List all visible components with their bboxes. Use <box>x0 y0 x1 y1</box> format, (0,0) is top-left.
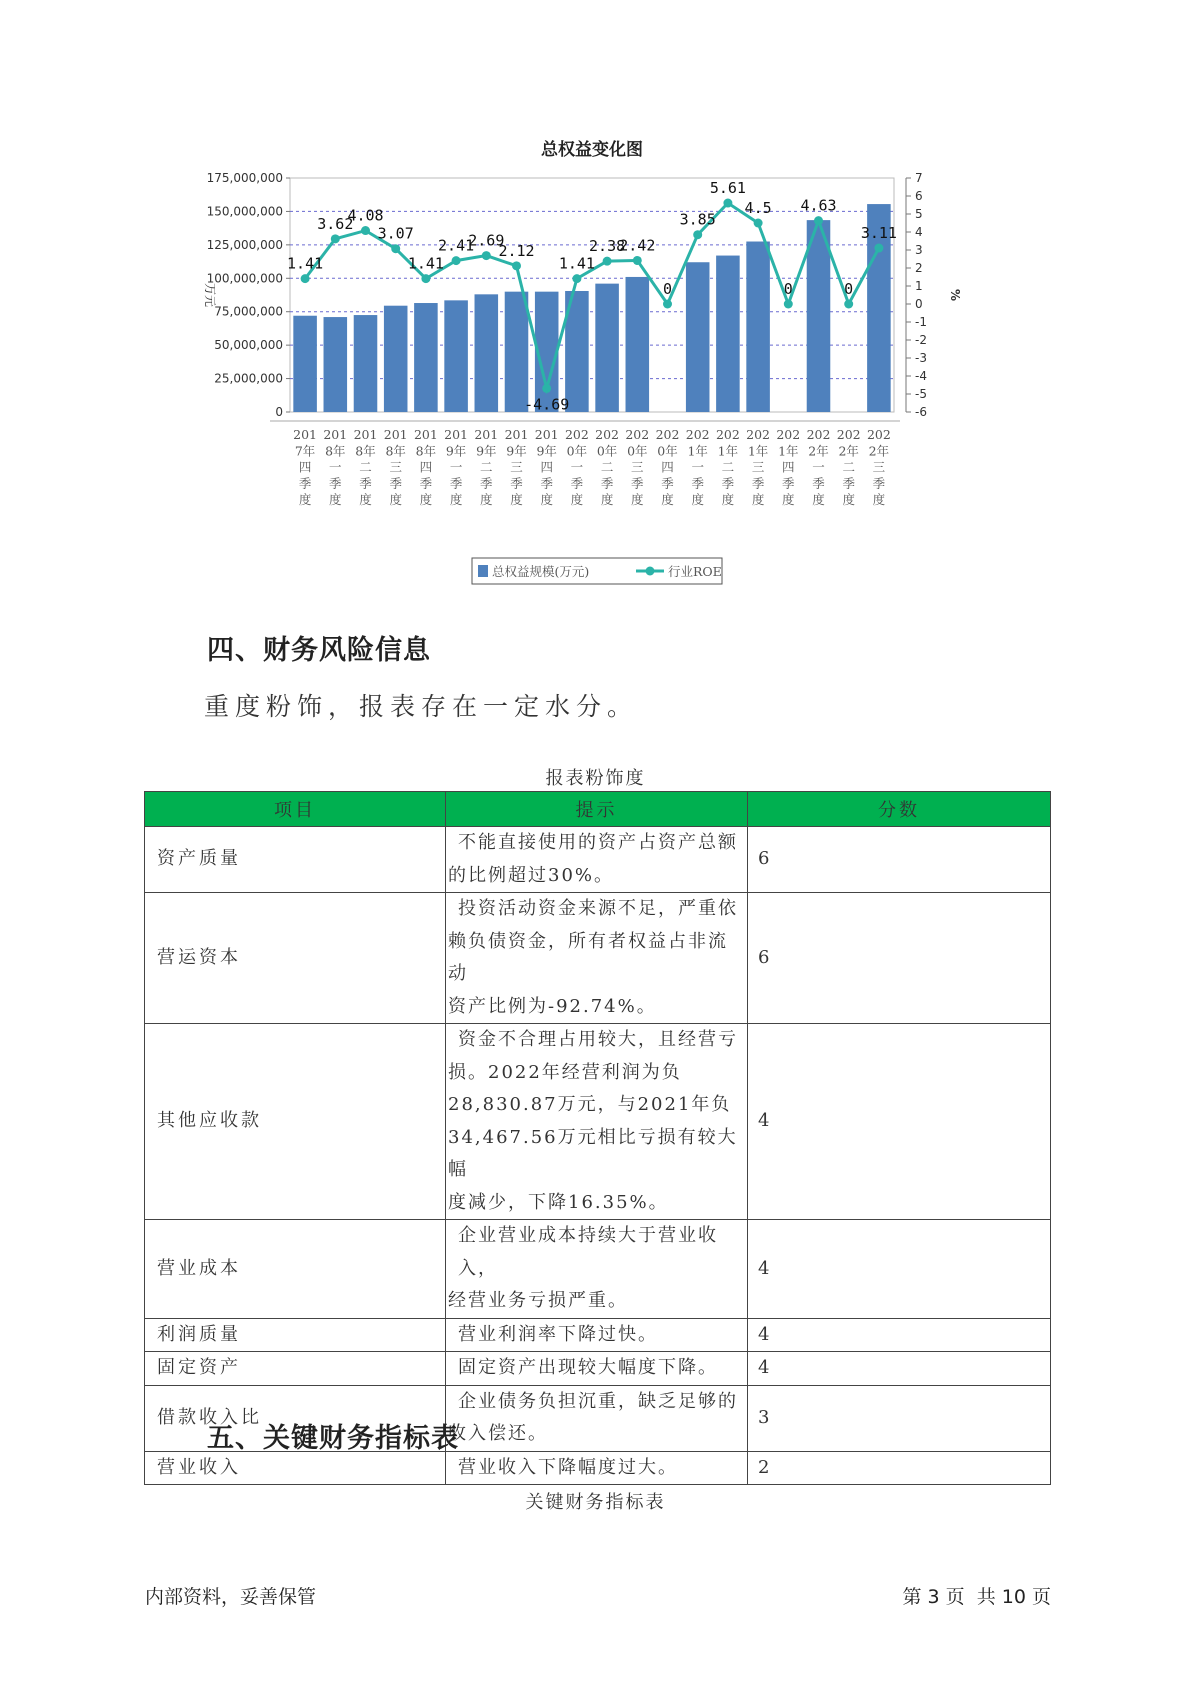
x-tick-label: 201 <box>323 427 348 442</box>
roe-data-label: 1.41 <box>407 254 444 273</box>
roe-point <box>391 244 400 253</box>
x-tick-label: 202 <box>776 427 801 442</box>
roe-point <box>874 244 883 253</box>
row-score: 4 <box>748 1220 1051 1319</box>
row-hint-line: 的比例超过30%。 <box>448 864 615 886</box>
x-tick-label: 四 <box>298 459 312 475</box>
x-tick-label: 9年 <box>536 443 557 459</box>
x-tick-label: 202 <box>715 427 740 442</box>
y-tick-label: 50,000,000 <box>214 338 283 353</box>
roe-point <box>633 256 642 265</box>
x-tick-label: 季 <box>812 475 825 491</box>
x-tick-label: 201 <box>444 427 469 442</box>
x-tick-label: 2年 <box>808 443 829 459</box>
y-tick-label: 0 <box>275 405 283 419</box>
x-tick-label: 三 <box>872 459 886 475</box>
x-tick-label: 度 <box>721 492 735 508</box>
roe-data-label: -4.69 <box>524 395 570 414</box>
x-tick-label: 度 <box>389 492 402 508</box>
x-tick-label: 1年 <box>717 443 739 459</box>
roe-point <box>572 274 581 283</box>
x-tick-label: 季 <box>480 475 493 491</box>
bar <box>746 242 770 412</box>
legend-line-label: 行业ROE <box>668 564 722 579</box>
x-tick-label: 季 <box>449 475 463 491</box>
chart-legend <box>472 558 722 584</box>
row-score: 3 <box>748 1385 1051 1451</box>
y-tick-label: 150,000,000 <box>206 204 283 219</box>
row-hint-line: 固定资产出现较大幅度下降。 <box>458 1357 718 1378</box>
x-tick-label: 8年 <box>325 443 346 459</box>
roe-data-label: 3.07 <box>377 224 414 243</box>
x-tick-label: 季 <box>570 475 584 491</box>
row-item: 资产质量 <box>145 827 446 893</box>
x-tick-label: 二 <box>480 459 493 475</box>
x-tick-label: 201 <box>504 427 529 442</box>
roe-point <box>542 384 551 393</box>
x-tick-label: 度 <box>872 492 886 508</box>
chart-title: 总权益变化图 <box>541 140 643 160</box>
x-tick-label: 0年 <box>657 443 678 459</box>
roe-data-label: 4.63 <box>800 196 837 215</box>
x-tick-label: 二 <box>600 459 614 475</box>
roe-data-label: 0 <box>844 280 854 298</box>
x-tick-label: 度 <box>570 492 584 508</box>
bar <box>716 256 740 412</box>
x-tick-label: 度 <box>782 492 795 508</box>
legend-bar-label: 总权益规模(万元) <box>492 564 590 579</box>
x-tick-label: 202 <box>746 427 771 442</box>
y2-axis-title: % <box>948 288 962 302</box>
x-tick-label: 201 <box>534 427 559 442</box>
roe-point <box>844 300 853 309</box>
roe-point <box>512 261 521 270</box>
row-hint-line: 不能直接使用的资产占资产总额 <box>458 832 738 853</box>
row-score: 2 <box>748 1451 1051 1485</box>
row-hint-line: 度减少，下降16.35%。 <box>448 1191 669 1213</box>
roe-point <box>361 226 370 235</box>
roe-data-label: 4.5 <box>744 199 772 217</box>
x-tick-label: 四 <box>419 459 433 475</box>
x-tick-label: 季 <box>329 475 342 491</box>
y2-tick-label: -4 <box>915 369 927 383</box>
row-item: 营业成本 <box>145 1220 446 1319</box>
bar <box>444 300 468 412</box>
x-tick-label: 1年 <box>778 443 799 459</box>
x-tick-label: 三 <box>510 459 523 475</box>
x-tick-label: 季 <box>842 475 855 491</box>
row-hint <box>446 1385 748 1451</box>
table-row <box>145 827 1051 893</box>
x-tick-label: 度 <box>600 492 614 508</box>
row-item: 借款收入比 <box>145 1385 446 1451</box>
roe-data-label: 0 <box>662 280 673 298</box>
roe-point <box>452 256 461 265</box>
row-hint <box>446 1451 748 1485</box>
row-item: 固定资产 <box>145 1352 446 1386</box>
y-tick-label: 25,000,000 <box>214 371 283 386</box>
risk-table-caption: 报表粉饰度 <box>545 768 646 789</box>
bar <box>414 303 438 412</box>
x-tick-label: 1年 <box>747 443 769 459</box>
section4-heading: 四、财务风险信息 <box>207 635 431 666</box>
row-hint-line: 企业营业成本持续大于营业收入， <box>458 1225 718 1279</box>
x-tick-label: 202 <box>836 427 861 442</box>
x-tick-label: 度 <box>661 492 674 508</box>
x-tick-label: 二 <box>721 459 735 475</box>
row-score: 6 <box>748 893 1051 1024</box>
x-tick-label: 9年 <box>476 443 497 459</box>
row-hint <box>446 1352 748 1386</box>
x-tick-label: 季 <box>872 475 886 491</box>
row-hint <box>446 827 748 893</box>
legend-bar-swatch <box>478 565 488 577</box>
y2-tick-label: -5 <box>915 387 927 401</box>
footer-confidential: 内部资料，妥善保管 <box>145 1586 317 1608</box>
row-score: 4 <box>748 1352 1051 1386</box>
roe-point <box>331 234 340 243</box>
row-hint-line: 经营业务亏损严重。 <box>448 1290 628 1311</box>
y-tick-label: 75,000,000 <box>214 304 283 319</box>
roe-data-label: 5.61 <box>709 179 746 198</box>
y2-tick-label: -6 <box>915 405 927 419</box>
row-hint <box>446 1318 748 1352</box>
x-tick-label: 8年 <box>385 443 406 459</box>
row-hint-line: 28,830.87万元，与2021年负 <box>448 1094 732 1115</box>
x-tick-label: 三 <box>631 459 644 475</box>
x-tick-label: 度 <box>812 492 825 508</box>
x-tick-label: 一 <box>449 459 463 475</box>
table-row <box>145 1024 1051 1220</box>
x-tick-label: 一 <box>691 459 704 475</box>
x-tick-label: 度 <box>691 492 704 508</box>
x-tick-label: 四 <box>782 459 795 475</box>
roe-data-label: 1.41 <box>558 254 595 273</box>
x-tick-label: 9年 <box>445 443 467 459</box>
roe-point <box>814 216 823 225</box>
x-tick-label: 202 <box>564 427 589 442</box>
roe-data-label: 2.12 <box>498 241 535 260</box>
bar <box>505 292 529 412</box>
row-item: 营运资本 <box>145 893 446 1024</box>
bar <box>595 284 619 412</box>
table-header-row <box>145 792 1051 827</box>
x-tick-label: 1年 <box>687 443 708 459</box>
key-metrics-caption: 关键财务指标表 <box>525 1492 666 1513</box>
x-tick-label: 季 <box>600 475 614 491</box>
row-score: 4 <box>748 1318 1051 1352</box>
whitewash-table <box>144 791 1051 1485</box>
x-tick-label: 201 <box>413 427 438 442</box>
x-tick-label: 季 <box>298 475 312 491</box>
bar <box>807 220 831 412</box>
bar <box>626 277 650 412</box>
row-hint-line: 营业收入下降幅度过大。 <box>458 1456 678 1478</box>
row-hint-line: 收入偿还。 <box>448 1423 548 1444</box>
row-hint-line: 资产比例为-92.74%。 <box>448 995 657 1017</box>
x-tick-label: 季 <box>661 475 674 491</box>
x-tick-label: 季 <box>751 475 765 491</box>
row-hint-line: 赖负债资金，所有者权益占非流动 <box>448 930 728 984</box>
x-tick-label: 三 <box>751 459 765 475</box>
x-tick-label: 0年 <box>566 443 588 459</box>
y-tick-label: 125,000,000 <box>206 237 283 252</box>
row-hint-line: 营业利润率下降过快。 <box>458 1323 658 1345</box>
row-hint <box>446 1220 748 1319</box>
x-tick-label: 度 <box>329 492 342 508</box>
y2-tick-label: 0 <box>915 297 923 311</box>
row-score: 6 <box>748 827 1051 893</box>
table-row <box>145 1220 1051 1319</box>
x-tick-label: 一 <box>812 459 825 475</box>
roe-point <box>723 199 732 208</box>
x-tick-label: 0年 <box>627 443 648 459</box>
y-tick-label: 100,000,000 <box>206 271 283 286</box>
x-tick-label: 三 <box>389 459 402 475</box>
x-tick-label: 度 <box>631 492 644 508</box>
x-tick-label: 季 <box>721 475 735 491</box>
x-tick-label: 8年 <box>415 443 437 459</box>
roe-data-label: 2.69 <box>468 231 505 250</box>
roe-point <box>301 274 310 283</box>
roe-data-label: 0 <box>783 280 793 298</box>
bar <box>686 262 710 412</box>
x-tick-label: 度 <box>480 492 493 508</box>
y2-tick-label: 1 <box>915 279 923 293</box>
x-tick-label: 202 <box>685 427 710 442</box>
x-tick-label: 202 <box>655 427 680 442</box>
x-tick-label: 201 <box>474 427 499 442</box>
x-tick-label: 四 <box>661 459 674 475</box>
y-axis-title: 万元 <box>203 282 217 308</box>
x-tick-label: 季 <box>631 475 644 491</box>
y2-tick-label: 5 <box>915 207 923 221</box>
x-tick-label: 度 <box>298 492 312 508</box>
x-tick-label: 二 <box>359 459 372 475</box>
x-tick-label: 8年 <box>355 443 376 459</box>
legend-line-marker <box>646 567 655 576</box>
bar <box>475 294 499 412</box>
y2-tick-label: -2 <box>915 333 927 347</box>
header-score: 分数 <box>748 792 1051 827</box>
bar <box>384 306 408 412</box>
roe-data-label: 2.41 <box>438 236 475 255</box>
x-tick-label: 度 <box>751 492 765 508</box>
x-tick-label: 季 <box>419 475 433 491</box>
header-item: 项目 <box>145 792 446 827</box>
roe-data-label: 3.62 <box>317 214 354 233</box>
x-tick-label: 7年 <box>294 443 316 459</box>
row-item: 营业收入 <box>145 1451 446 1485</box>
row-hint-line: 34,467.56万元相比亏损有较大幅 <box>448 1126 738 1180</box>
roe-data-label: 4.08 <box>347 206 384 225</box>
x-tick-label: 季 <box>782 475 795 491</box>
roe-data-label: 1.41 <box>287 254 324 273</box>
table-row <box>145 893 1051 1024</box>
roe-point <box>482 251 491 260</box>
x-tick-label: 202 <box>625 427 650 442</box>
y2-tick-label: 4 <box>915 225 923 239</box>
x-tick-label: 201 <box>293 427 318 442</box>
row-hint-line: 企业债务负担沉重，缺乏足够的 <box>458 1390 738 1412</box>
x-tick-label: 度 <box>359 492 372 508</box>
y-tick-label: 175,000,000 <box>206 171 283 185</box>
x-tick-label: 202 <box>806 427 831 442</box>
x-tick-label: 度 <box>449 492 463 508</box>
x-tick-label: 一 <box>570 459 584 475</box>
x-tick-label: 度 <box>419 492 433 508</box>
risk-summary: 重度粉饰，报表存在一定水分。 <box>204 692 639 721</box>
roe-point <box>784 300 793 309</box>
x-tick-label: 202 <box>595 427 620 442</box>
equity-chart <box>170 130 1030 600</box>
y2-tick-label: 3 <box>915 243 923 257</box>
x-tick-label: 度 <box>510 492 523 508</box>
y2-tick-label: -1 <box>915 315 927 329</box>
bar <box>354 315 378 412</box>
x-tick-label: 季 <box>510 475 523 491</box>
row-hint <box>446 893 748 1024</box>
x-tick-label: 季 <box>540 475 553 491</box>
roe-point <box>663 300 672 309</box>
roe-data-label: 3.85 <box>679 210 716 229</box>
x-tick-label: 202 <box>866 427 891 442</box>
table-row <box>145 1451 1051 1485</box>
row-hint-line: 资金不合理占用较大，且经营亏 <box>458 1029 738 1050</box>
x-tick-label: 2年 <box>838 443 859 459</box>
section5-heading: 五、关键财务指标表 <box>207 1423 459 1454</box>
table-row <box>145 1352 1051 1386</box>
roe-point <box>754 219 763 228</box>
row-item: 其他应收款 <box>145 1024 446 1220</box>
x-tick-label: 度 <box>842 492 855 508</box>
roe-point <box>603 257 612 266</box>
x-tick-label: 二 <box>842 459 855 475</box>
x-tick-label: 201 <box>353 427 378 442</box>
bar <box>324 317 348 412</box>
x-tick-label: 201 <box>383 427 408 442</box>
y2-tick-label: 2 <box>915 261 923 275</box>
roe-point <box>421 274 430 283</box>
roe-data-label: 2.38 <box>589 237 626 256</box>
y2-tick-label: -3 <box>915 351 927 365</box>
bar <box>293 316 317 412</box>
x-tick-label: 季 <box>389 475 402 491</box>
x-tick-label: 9年 <box>506 443 527 459</box>
x-tick-label: 2年 <box>868 443 890 459</box>
row-hint-line: 损。2022年经营利润为负 <box>448 1061 682 1083</box>
y2-tick-label: 6 <box>915 189 923 203</box>
header-hint: 提示 <box>446 792 748 827</box>
x-tick-label: 0年 <box>596 443 618 459</box>
row-hint <box>446 1024 748 1220</box>
row-score: 4 <box>748 1024 1051 1220</box>
x-tick-label: 季 <box>359 475 372 491</box>
table-row <box>145 1318 1051 1352</box>
row-hint-line: 投资活动资金来源不足，严重依 <box>458 898 738 919</box>
roe-point <box>693 230 702 239</box>
x-tick-label: 一 <box>329 459 342 475</box>
row-item: 利润质量 <box>145 1318 446 1352</box>
x-tick-label: 四 <box>540 459 553 475</box>
y2-tick-label: 7 <box>915 171 923 185</box>
x-tick-label: 季 <box>691 475 704 491</box>
roe-data-label: 3.11 <box>860 224 897 243</box>
x-tick-label: 度 <box>540 492 553 508</box>
footer-page-number: 第 3 页 共 10 页 <box>902 1586 1051 1608</box>
roe-data-label: 2.42 <box>619 236 656 255</box>
